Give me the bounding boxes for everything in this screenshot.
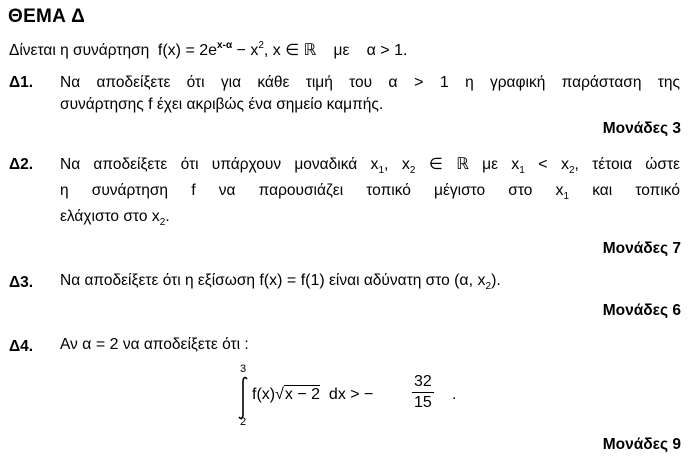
question-d2-line2: η συνάρτηση f να παρουσιάζει τοπικό μέγιστο στο $x_1$ και τοπικό bbox=[60, 182, 680, 202]
integrand: f(x)√x − 2 dx > − bbox=[252, 386, 374, 403]
integral-upper-limit: 3 bbox=[240, 363, 247, 375]
intro-me: με bbox=[333, 42, 350, 59]
question-d4-text: Αν α = 2 να αποδείξετε ότι : bbox=[60, 336, 249, 353]
question-d1-label: Δ1. bbox=[9, 74, 34, 91]
period: . bbox=[452, 386, 457, 403]
integral-lower-limit: 2 bbox=[240, 416, 247, 428]
marks-d1: Μονάδες 3 bbox=[602, 120, 681, 137]
intro-text: Δίνεται η συνάρτηση bbox=[9, 42, 150, 59]
question-d2-line1: Να αποδείξετε ότι υπάρχουν μοναδικά $x_1$, $x_2$ ∈ ℝ με $x_1 < x_2$, τέτοια ώστε bbox=[60, 156, 681, 176]
question-d2-line3: ελάχιστο στο $x_2$. bbox=[60, 208, 170, 228]
sqrt-icon: √ bbox=[275, 386, 284, 403]
marks-d2: Μονάδες 7 bbox=[602, 240, 681, 257]
integral-sign-icon bbox=[236, 376, 250, 420]
function-definition: $f(x) = 2e^{x-\alpha} - x^2$, x ∈ ℝ bbox=[157, 40, 317, 59]
question-d2-label: Δ2. bbox=[9, 156, 34, 173]
question-d3-label: Δ3. bbox=[9, 274, 34, 291]
section-title: ΘΕΜΑ Δ bbox=[8, 6, 86, 27]
question-d4-label: Δ4. bbox=[9, 338, 34, 355]
intro-line bbox=[9, 40, 407, 60]
marks-d4: Μονάδες 9 bbox=[602, 436, 681, 453]
question-d1-line2: συνάρτησης f έχει ακριβώς ένα σημείο καμπής. bbox=[60, 96, 384, 113]
question-d1-line1: Να αποδείξετε ότι για κάθε τιμή του α > 1 η γραφική παράσταση της bbox=[60, 74, 680, 91]
intro-condition: α > 1. bbox=[366, 42, 408, 59]
integral-inequality bbox=[236, 363, 476, 428]
marks-d3: Μονάδες 6 bbox=[602, 302, 681, 319]
fraction: $\frac{32}{15}$ bbox=[414, 373, 432, 411]
question-d3-text: Να αποδείξετε ότι η εξίσωση f(x) = f(1) είναι αδύνατη στο (α, $x_2$). bbox=[60, 272, 501, 292]
